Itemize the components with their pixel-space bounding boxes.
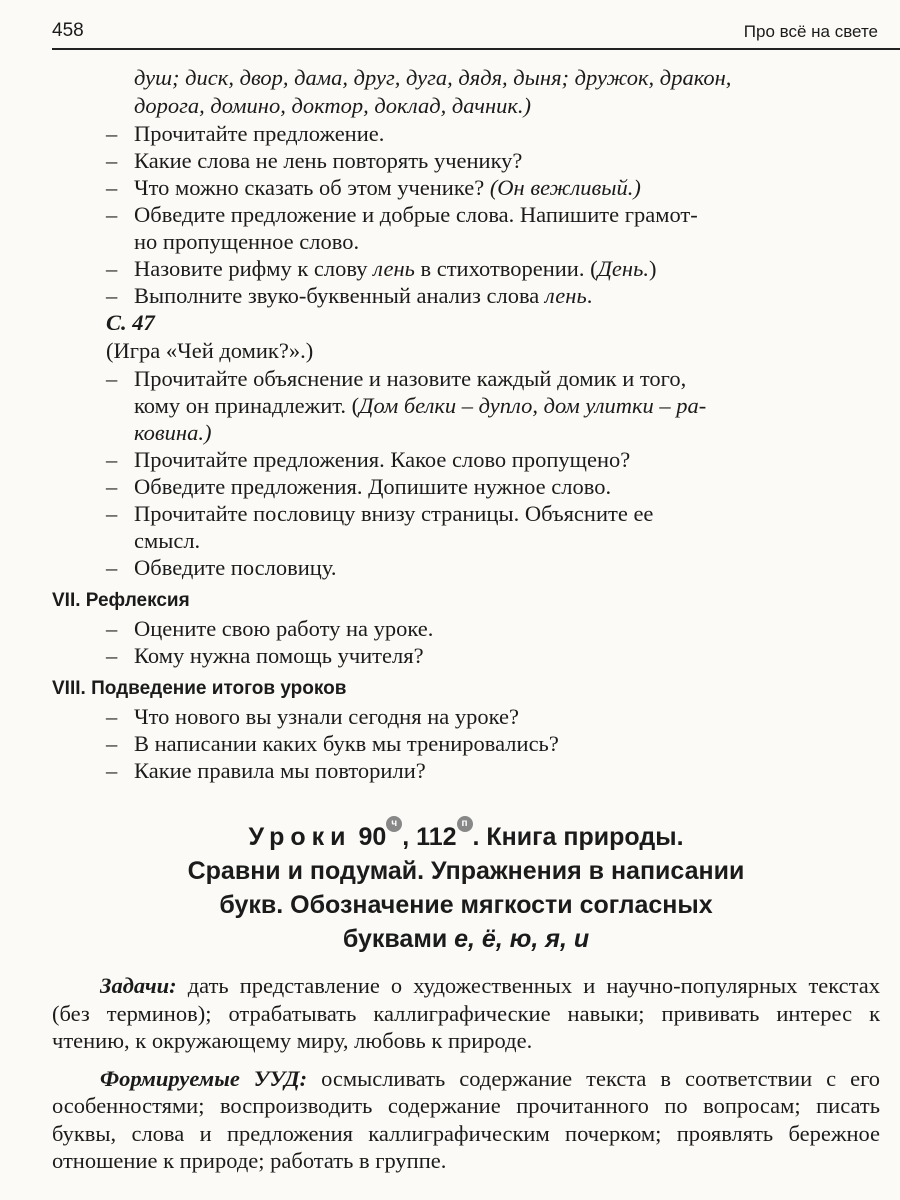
list-item: – В написании каких букв мы тренировались?	[106, 731, 559, 756]
list-item: – Назовите рифму к слову лень в стихотворении. (День.)	[106, 256, 657, 281]
list-item: – Какие слова не лень повторять ученику?	[106, 148, 523, 173]
word-list-line: дорога, домино, доктор, доклад, дачник.)	[134, 93, 532, 118]
list-item: – Выполните звуко-буквенный анализ слова лень.	[106, 283, 593, 308]
list-item: – Что нового вы узнали сегодня на уроке?	[106, 704, 519, 729]
list-item: – Прочитайте предложения. Какое слово пропущено?	[106, 447, 631, 472]
list-item: – Кому нужна помощь учителя?	[106, 643, 424, 668]
list-item: – Прочитайте объяснение и назовите каждый домик и того, кому он принадлежит. (Дом белки – дупло, дом улитки – ра- ковина.)	[106, 366, 707, 445]
word-list-line: душ; диск, двор, дама, друг, дуга, дядя, дыня; дружок, дракон,	[134, 65, 732, 90]
tasks-paragraph: Задачи: дать представление о художественных и научно-популярных текстах (без терминов); отрабатывать каллиграфические навыки; прививать интерес к чтению, к окружающему миру, любовь к природе.	[52, 973, 880, 1053]
page-reference: С. 47	[106, 310, 155, 335]
reading-badge-icon: ч	[386, 816, 402, 832]
page-body	[52, 64, 880, 1185]
page-header	[52, 18, 900, 50]
section-heading: VIII. Подведение итогов уроков	[52, 678, 347, 699]
lesson-title: Уроки 90 ч , 112 п . Книга природы. Сравни и подумай. Упражнения в написании букв. Обозначение мягкости согласных буквами е, ё, ю, я, и	[187, 818, 745, 953]
list-item: – Что можно сказать об этом ученике? (Он вежливый.)	[106, 175, 641, 200]
uud-paragraph: Формируемые УУД: осмысливать содержание текста в соответствии с его особенностями; воспроизводить содержание прочитанного по вопросам; писать буквы, слова и предложения каллиграфическим почерком; проявлять бережное отношение к природе; работать в группе.	[52, 1065, 880, 1173]
running-title: Про всё на свете	[743, 22, 878, 41]
list-item: – Прочитайте пословицу внизу страницы. Объясните ее смысл.	[106, 501, 654, 553]
list-item: – Оцените свою работу на уроке.	[106, 616, 434, 641]
section-heading: VII. Рефлексия	[52, 590, 190, 611]
list-item: – Обведите предложения. Допишите нужное слово.	[106, 474, 612, 499]
game-title: (Игра «Чей домик?».)	[106, 338, 314, 363]
list-item: – Прочитайте предложение.	[106, 121, 385, 146]
list-item: – Обведите предложение и добрые слова. Напишите грамот- но пропущенное слово.	[106, 202, 698, 254]
writing-badge-icon: п	[457, 816, 473, 832]
list-item: – Обведите пословицу.	[106, 555, 337, 580]
list-item: – Какие правила мы повторили?	[106, 758, 426, 783]
page-number: 458	[52, 20, 84, 41]
